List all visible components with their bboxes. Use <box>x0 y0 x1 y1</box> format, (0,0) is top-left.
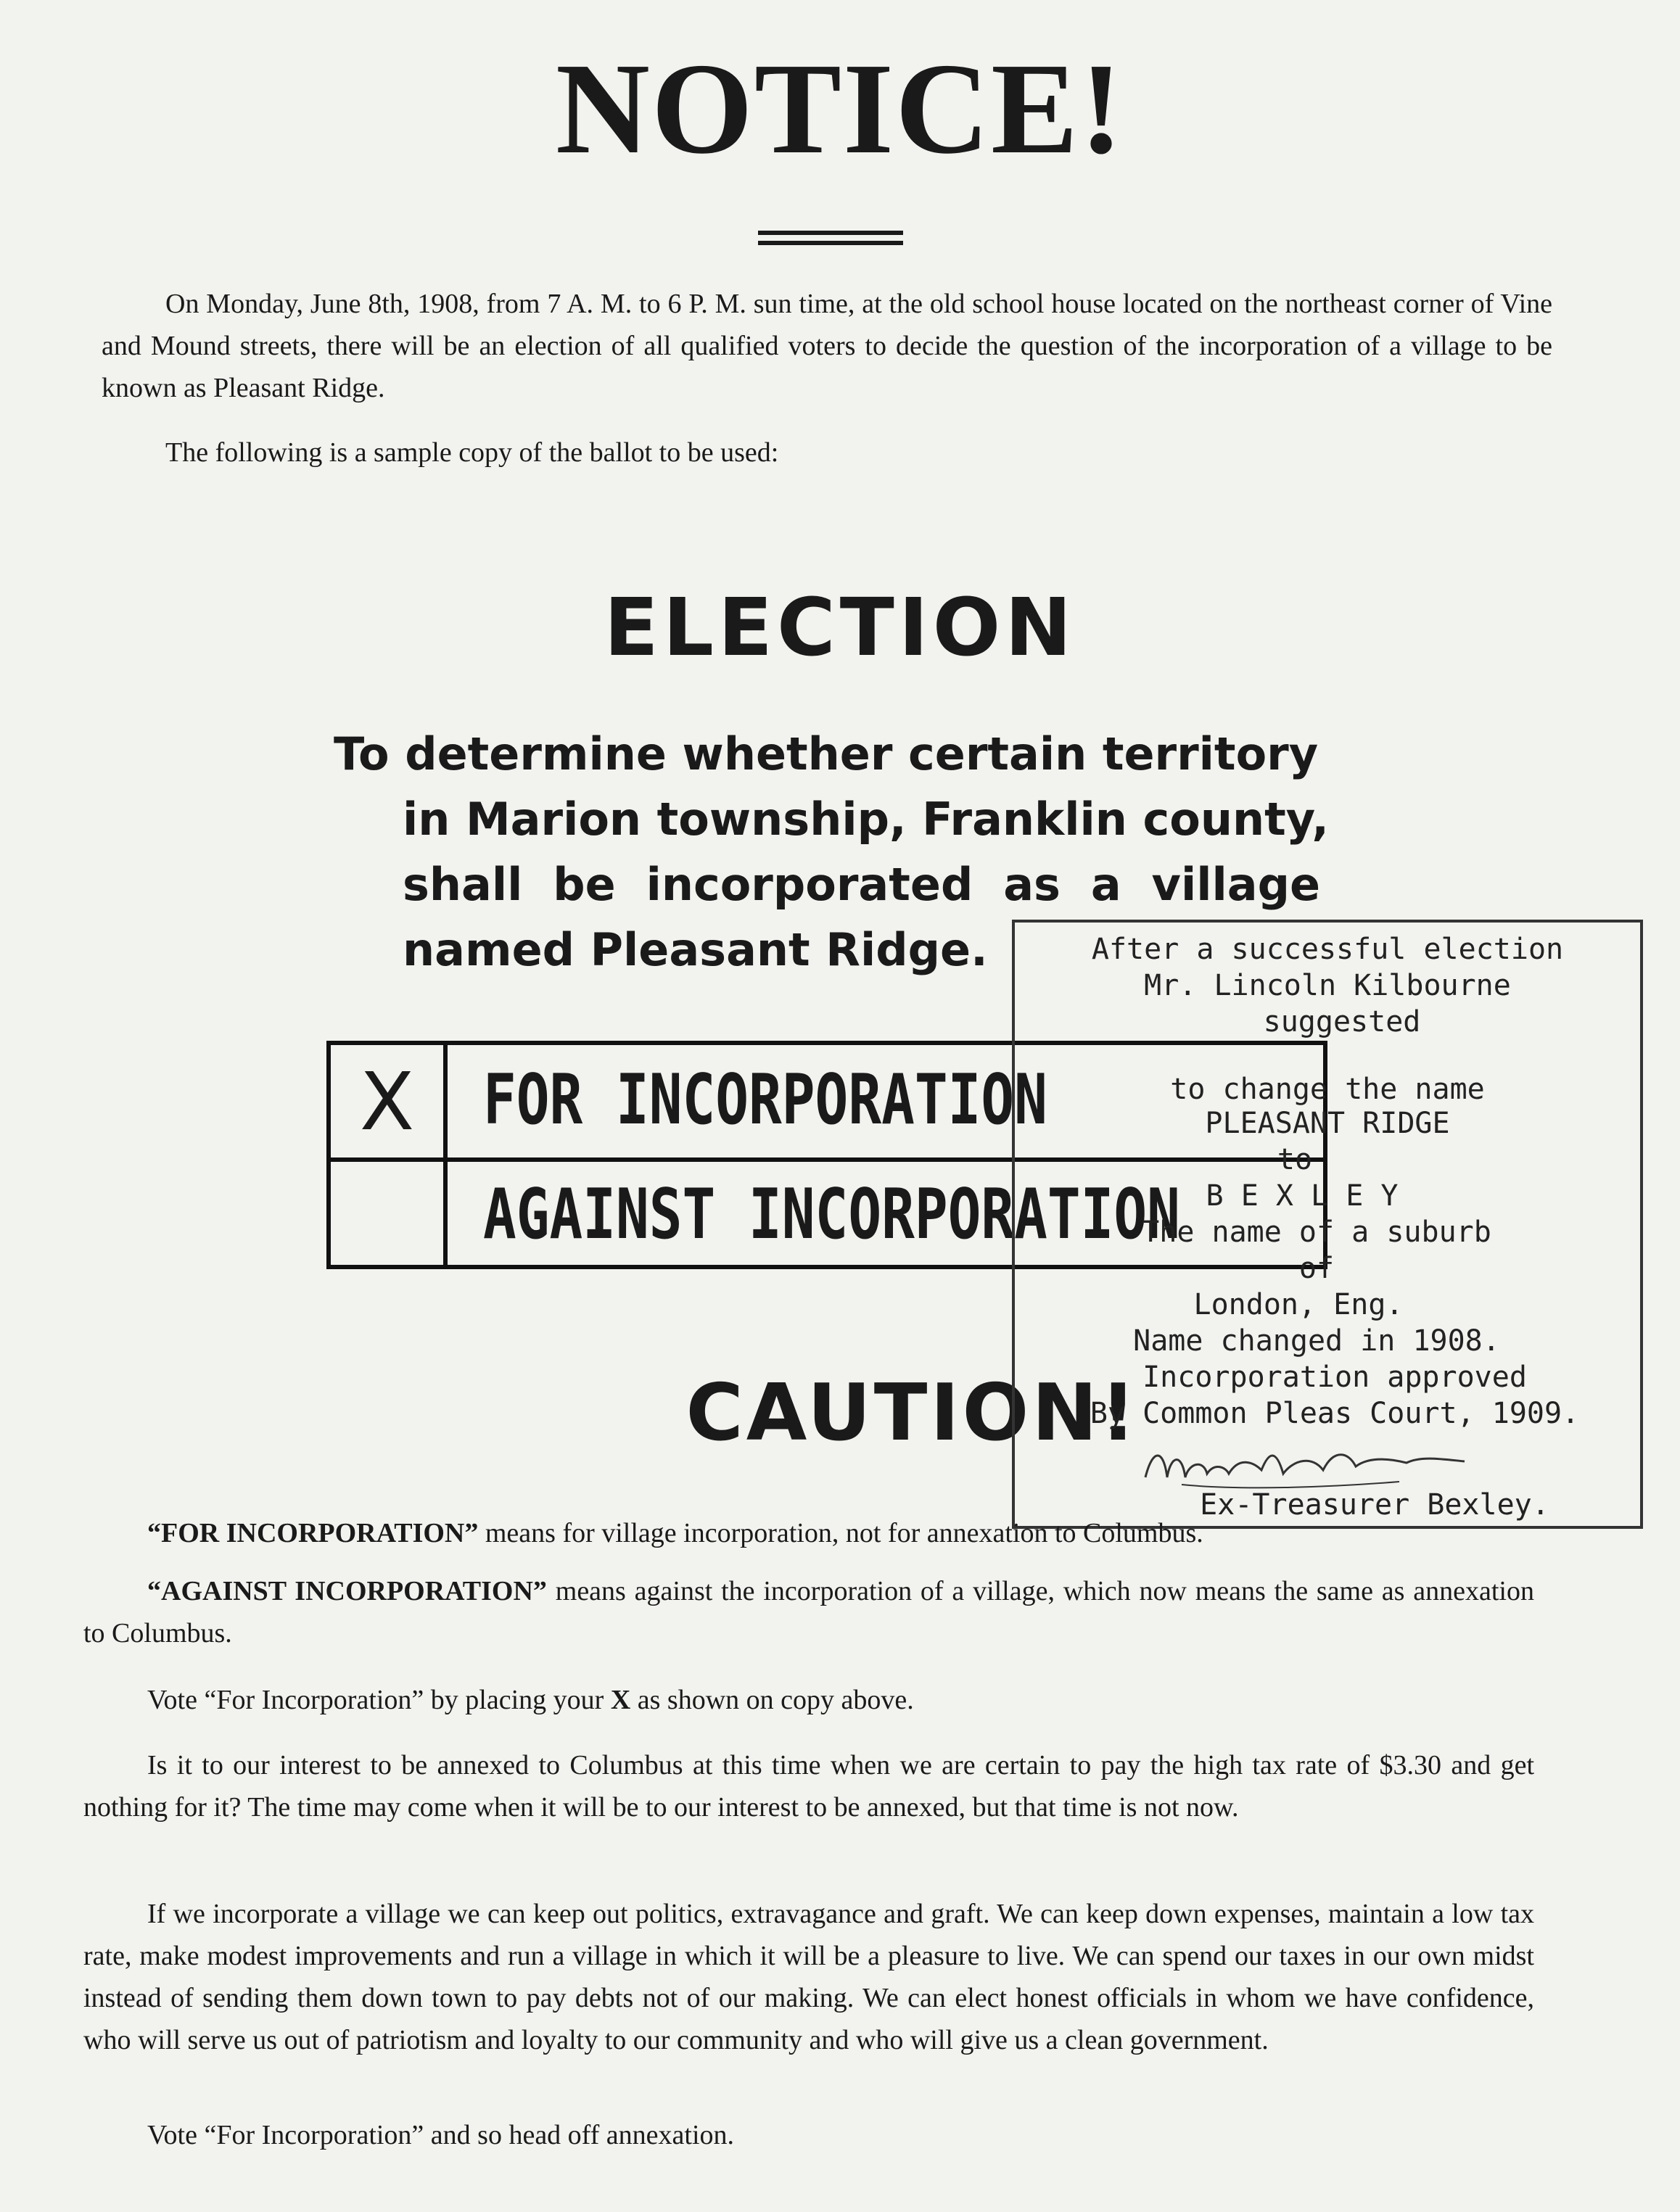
intro-paragraph: On Monday, June 8th, 1908, from 7 A. M. to 6 P. M. sun time, at the old school house located on the northeast corner of Vine and Mound streets, there will be an election of all qualified voters to decide the question of the incorporation of a village to be known as Pleasant Ridge. <box>102 289 1552 403</box>
stamp-line: Incorporation approved <box>1142 1361 1527 1394</box>
vote-instruction-x: X <box>610 1685 631 1715</box>
stamp-line: suggested <box>1263 1005 1421 1039</box>
double-rule-top <box>758 231 903 235</box>
for-incorporation-term: “FOR INCORPORATION” <box>147 1518 479 1548</box>
vote-instruction-b: as shown on copy above. <box>630 1685 914 1715</box>
notice-heading: NOTICE! <box>555 36 1125 181</box>
for-incorporation-definition <box>83 1512 1534 1554</box>
stamp-line: B E X L E Y <box>1206 1179 1399 1213</box>
ballot-question-line: To determine whether certain territory <box>334 727 1319 780</box>
ballot-column-divider <box>443 1045 448 1265</box>
vote-instruction-a: Vote “For Incorporation” by placing your <box>147 1685 611 1715</box>
ballot-question-line: named Pleasant Ridge. <box>403 923 988 976</box>
stamp-line: to change the name <box>1170 1073 1485 1106</box>
stamp-line: PLEASANT RIDGE <box>1205 1107 1450 1140</box>
ballot-question-line: in Marion township, Franklin county, <box>403 793 1329 846</box>
stamp-line: After a successful election <box>1091 933 1564 966</box>
election-heading: ELECTION <box>604 581 1076 674</box>
closing-line: Vote “For Incorporation” and so head off annexation. <box>147 2120 735 2150</box>
stamp-line: By Common Pleas Court, 1909. <box>1090 1397 1580 1430</box>
against-incorporation-term: “AGAINST INCORPORATION” <box>147 1576 547 1606</box>
against-incorporation-text: means against the incorporation of a village, which now means the same as annexation to Columbus. <box>83 1576 1534 1648</box>
stamp-line: Mr. Lincoln Kilbourne <box>1144 969 1511 1002</box>
ballot-x-mark: X <box>359 1055 415 1148</box>
ballot-intro-line: The following is a sample copy of the ballot to be used: <box>165 437 779 468</box>
bexley-rubber-stamp <box>1012 920 1643 1529</box>
tax-paragraph: Is it to our interest to be annexed to Columbus at this time when we are certain to pay the high tax rate of $3.30 and get nothing for it? The time may come when it will be to our interest to be annexed, but that time is not now. <box>83 1750 1534 1823</box>
stamp-line: The name of a suburb <box>1142 1216 1491 1249</box>
ballot-option-for: FOR INCORPORATION <box>483 1059 1047 1140</box>
stamp-line: to <box>1277 1143 1313 1176</box>
vote-instruction <box>83 1679 1534 1721</box>
stamp-line: Name changed in 1908. <box>1133 1324 1500 1358</box>
ballot-option-against: AGAINST INCORPORATION <box>483 1173 1180 1255</box>
stamp-line: London, Eng. <box>1193 1288 1404 1321</box>
stamp-line: of <box>1298 1252 1335 1285</box>
village-paragraph: If we incorporate a village we can keep out politics, extravagance and graft. We can keep down expenses, maintain a low tax rate, make modest improvements and run a village in which it will be a pleasure to live. We can spend our taxes in our own midst instead of sending them down town to pay debts not of our making. We can elect honest officials in whom we have confidence, who will serve us out of patriotism and loyalty to our community and who will give us a clean government. <box>83 1899 1534 2055</box>
stamp-line: Ex-Treasurer Bexley. <box>1200 1488 1549 1522</box>
against-incorporation-definition <box>83 1570 1534 1654</box>
caution-heading: CAUTION! <box>685 1368 1139 1458</box>
double-rule-bottom <box>758 241 903 245</box>
ballot-question-line: shall be incorporated as a village <box>403 858 1320 911</box>
for-incorporation-text: means for village incorporation, not for annexation to Columbus. <box>478 1518 1203 1548</box>
